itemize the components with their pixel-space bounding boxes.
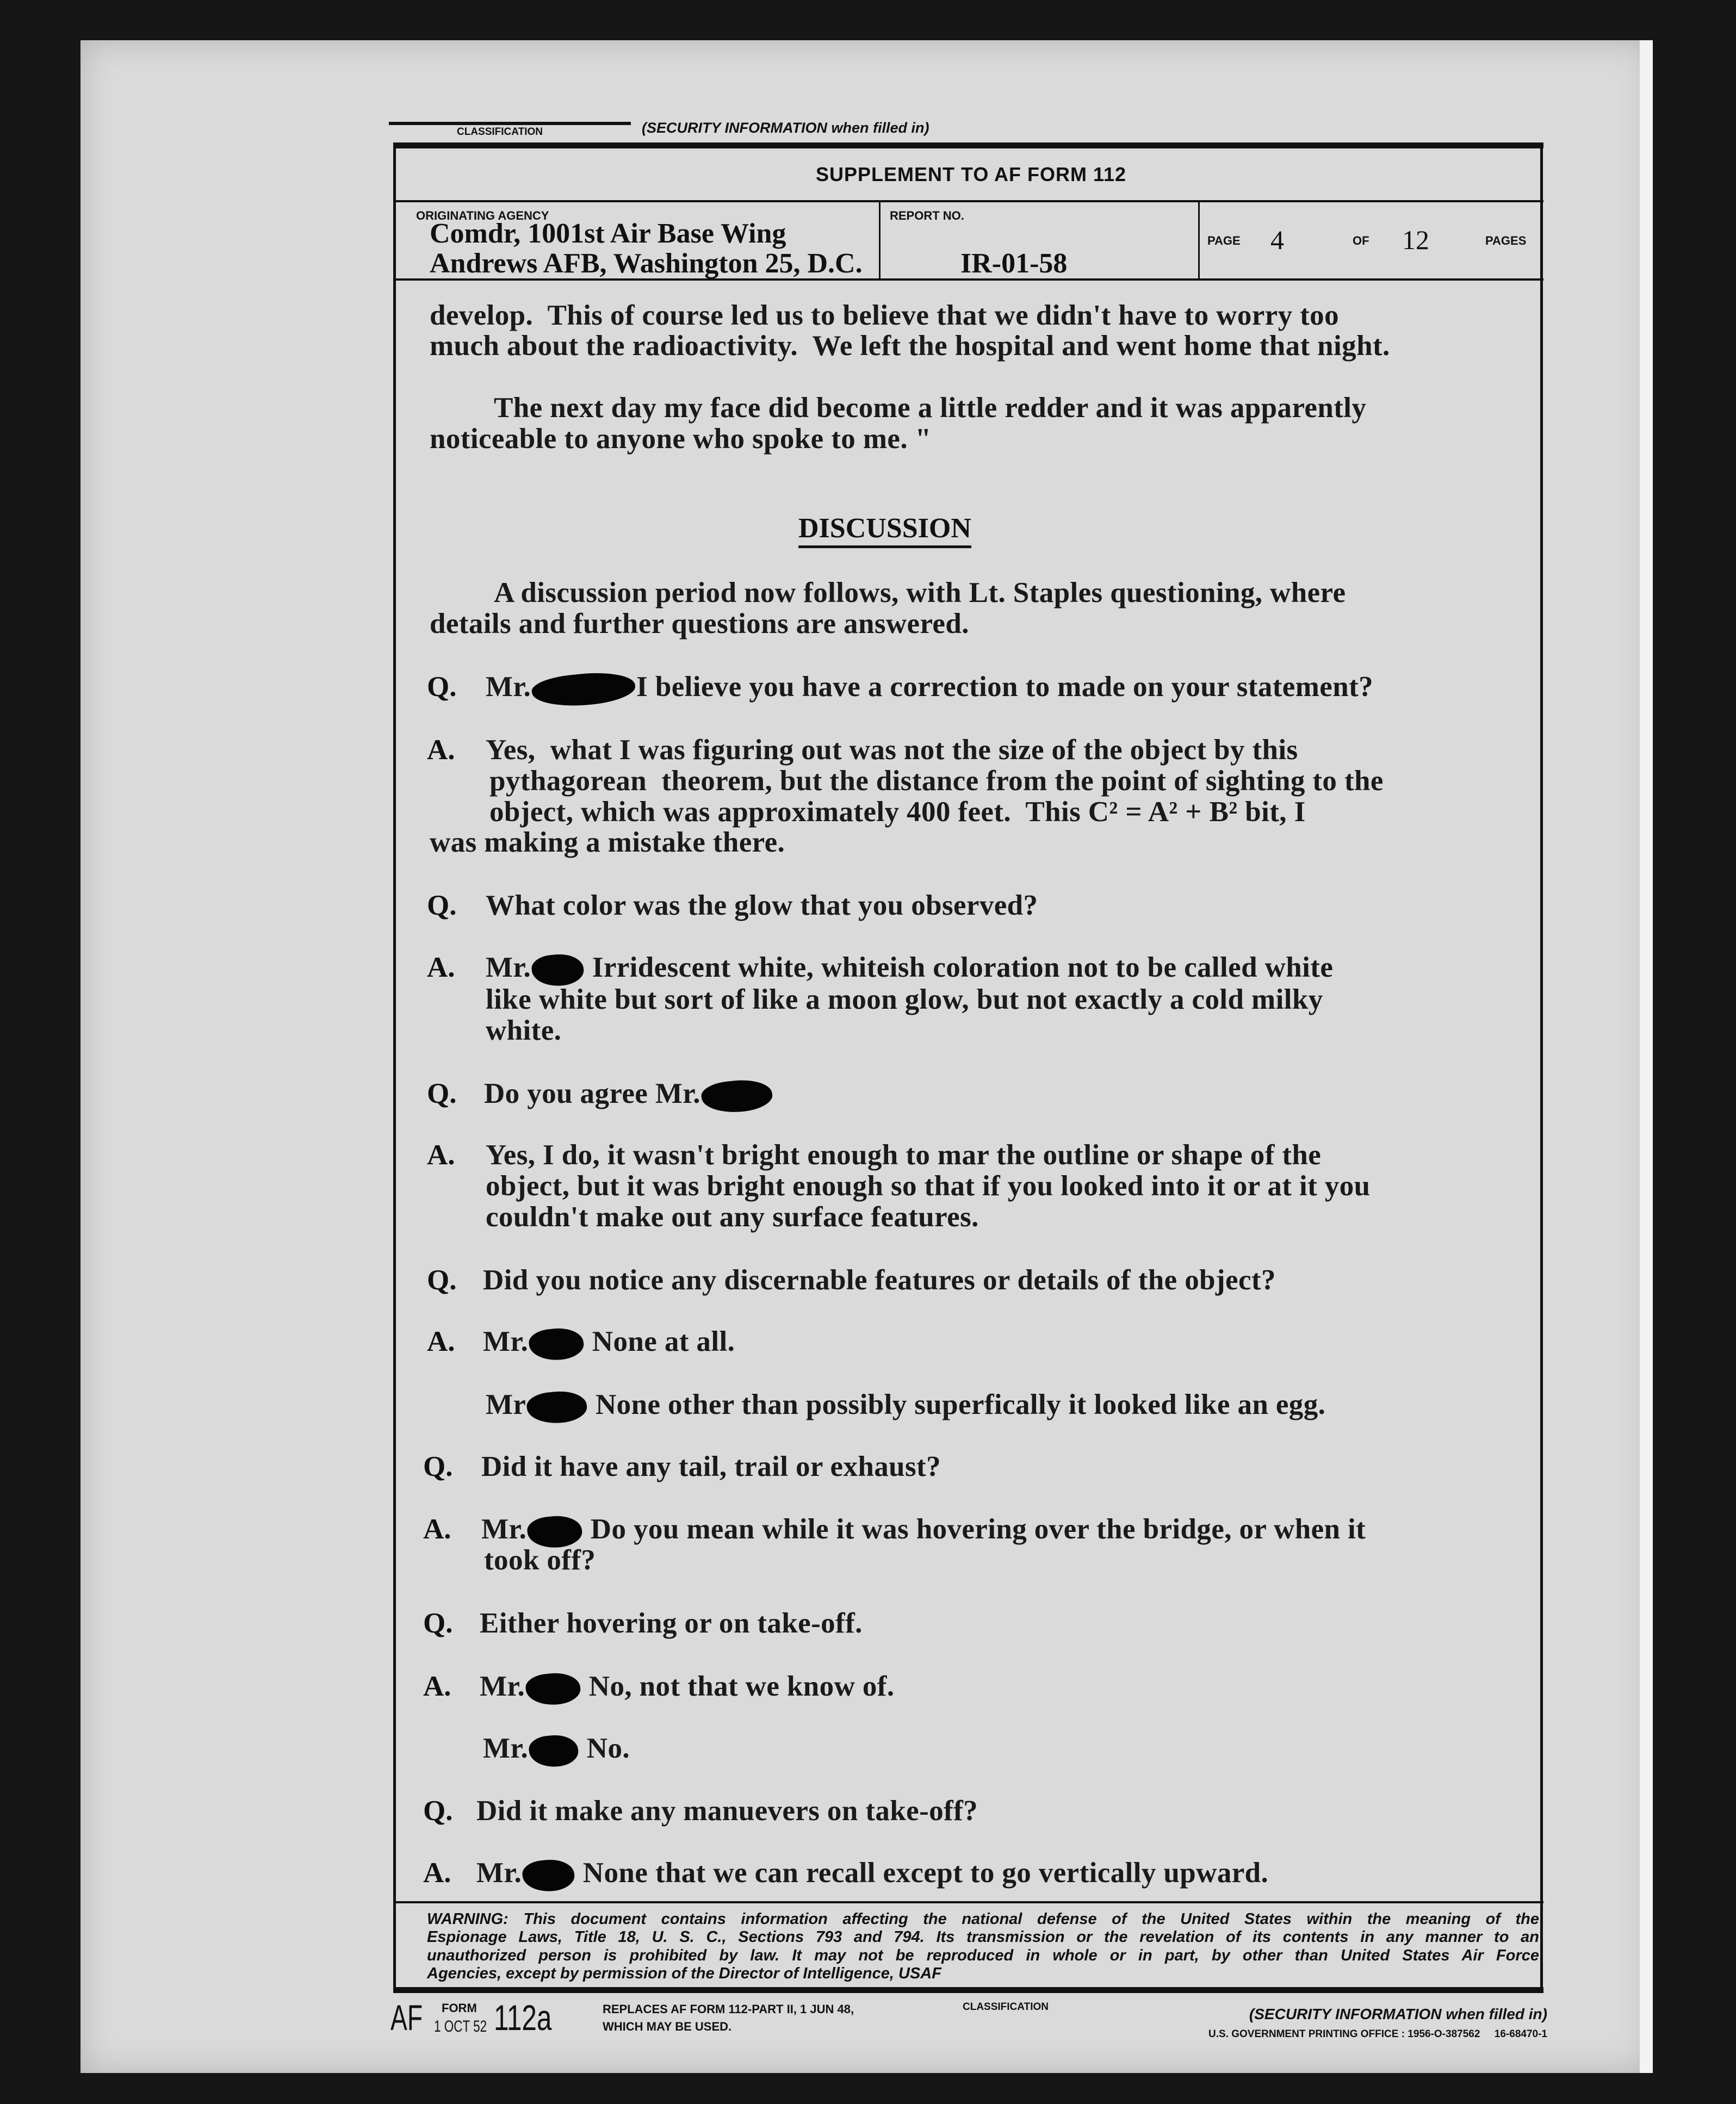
text-segment: Mr.: [480, 1671, 525, 1702]
body-line: [486, 951, 1333, 984]
redaction-mark: [521, 1857, 576, 1894]
body-line: [486, 671, 1373, 703]
form-title: SUPPLEMENT TO AF FORM 112: [816, 163, 1127, 185]
footer-security-note: (SECURITY INFORMATION when filled in): [1249, 2006, 1547, 2022]
text-segment: No.: [579, 1733, 630, 1764]
redaction-mark: [524, 1671, 582, 1708]
originating-agency-label: ORIGINATING AGENCY: [416, 209, 549, 222]
body-line: [480, 1607, 863, 1640]
body-line: [489, 765, 1384, 797]
agency-line-2: Andrews AFB, Washington 25, D.C.: [430, 248, 863, 279]
page-edge: [1640, 40, 1653, 2073]
text-segment: No, not that we know of.: [581, 1671, 895, 1702]
footer-replaces-1: REPLACES AF FORM 112-PART II, 1 JUN 48,: [603, 2002, 854, 2016]
text-segment: develop. This of course led us to believe that we didn't have to worry too: [430, 300, 1339, 331]
text-segment: details and further questions are answered.: [430, 608, 969, 640]
footer-form-date: 1 OCT 52: [434, 2018, 487, 2035]
text-segment: Did it have any tail, trail or exhaust?: [481, 1451, 941, 1482]
question-label: Q.: [427, 1078, 457, 1109]
pages-label: PAGES: [1485, 234, 1527, 247]
footer-replaces-2: WHICH MAY BE USED.: [603, 2020, 732, 2033]
warning-line-2: Espionage Laws, Title 18, U. S. C., Sections 793 and 794. Its transmission or the revelation of its contents in any manner to an: [427, 1928, 1539, 1946]
warning-line-1: WARNING: This document contains information affecting the national defense of the United States within the meaning of the: [427, 1910, 1539, 1928]
text-segment: object, which was approximately 400 feet. This C² = A² + B² bit, I: [489, 796, 1306, 828]
classification-line: [389, 122, 631, 125]
body-line: [486, 889, 1038, 922]
text-segment: The next day my face did become a little redder and it was apparently: [494, 392, 1367, 424]
body-line: [476, 1857, 1268, 1889]
text-segment: Mr.: [486, 952, 531, 983]
text-segment: was making a mistake there.: [430, 827, 785, 858]
form-border-right: [1540, 142, 1543, 1993]
body-line: [430, 423, 931, 455]
question-label: Q.: [427, 1264, 457, 1296]
text-segment: noticeable to anyone who spoke to me. ": [430, 423, 932, 455]
footer-form-label: FORM: [442, 2001, 477, 2015]
text-segment: What color was the glow that you observed?: [486, 890, 1038, 921]
question-label: Q.: [423, 1795, 453, 1827]
warning-line-4: Agencies, except by permission of the Director of Intelligence, USAF: [427, 1965, 941, 1982]
header-divider-top: [393, 200, 1543, 202]
page-label: PAGE: [1207, 234, 1241, 247]
answer-label: A.: [427, 1139, 455, 1171]
text-segment: Mr.: [483, 1326, 529, 1357]
warning-line-3: unauthorized person is prohibited by law. It may not be reproduced in whole or in part, by other than United States Air Force: [427, 1947, 1539, 1964]
form-border-left: [393, 142, 396, 1993]
body-line: [486, 1170, 1371, 1202]
text-segment: like white but sort of like a moon glow, but not exactly a cold milky: [486, 984, 1323, 1015]
total-pages: 12: [1402, 225, 1429, 255]
text-segment: Yes, what I was figuring out was not the size of the object by this: [486, 734, 1298, 766]
body-line: [486, 1201, 979, 1233]
text-segment: object, but it was bright enough so that if you looked into it or at it you: [486, 1170, 1371, 1202]
warning-divider: [393, 1901, 1543, 1903]
text-segment: white.: [486, 1015, 562, 1046]
redaction-mark: [526, 1388, 588, 1426]
classification-label: CLASSIFICATION: [457, 126, 543, 138]
text-segment: Irridescent white, whiteish coloration not to be called white: [585, 952, 1334, 983]
security-note: (SECURITY INFORMATION when filled in): [642, 120, 929, 136]
answer-label: A.: [423, 1513, 451, 1545]
form-border-top: [393, 142, 1543, 148]
body-line: [494, 392, 1366, 424]
body-line: [481, 1450, 941, 1483]
text-segment: Mr.: [481, 1513, 527, 1545]
footer-af: AF: [390, 1997, 423, 2038]
redaction-mark: [528, 1326, 585, 1363]
body-line: [494, 576, 1346, 609]
text-segment: couldn't make out any surface features.: [486, 1201, 979, 1233]
footer-printing-office: U.S. GOVERNMENT PRINTING OFFICE : 1956-O-387562 16-68470-1: [1208, 2028, 1547, 2040]
text-segment: Did you notice any discernable features or details of the object?: [483, 1264, 1276, 1296]
body-line: [486, 1014, 561, 1047]
text-segment: Do you mean while it was hovering over the bridge, or when it: [583, 1513, 1366, 1545]
agency-line-1: Comdr, 1001st Air Base Wing: [430, 218, 786, 249]
text-segment: None that we can recall except to go vertically upward.: [575, 1857, 1269, 1889]
text-segment: Mr.: [486, 671, 531, 703]
text-segment: None at all.: [585, 1326, 735, 1357]
answer-label: A.: [423, 1671, 451, 1702]
footer-form-number: 112a: [494, 1997, 552, 2038]
body-line: [483, 1325, 735, 1358]
text-segment: Either hovering or on take-off.: [480, 1608, 863, 1639]
question-label: Q.: [423, 1451, 453, 1482]
redaction-mark: [700, 1077, 773, 1115]
report-no: IR-01-58: [960, 248, 1068, 279]
body-line: [486, 1388, 1325, 1421]
body-line: [483, 1732, 630, 1765]
report-no-label: REPORT NO.: [890, 209, 964, 222]
question-label: Q.: [427, 671, 457, 703]
question-label: Q.: [427, 890, 457, 921]
body-line: [430, 330, 1390, 362]
body-line: [484, 1544, 596, 1577]
body-line: [430, 826, 785, 859]
question-label: Q.: [423, 1608, 453, 1639]
body-line: [484, 1077, 773, 1110]
text-segment: much about the radioactivity. We left the hospital and went home that night.: [430, 330, 1390, 362]
text-segment: Mr.: [476, 1857, 522, 1889]
text-segment: took off?: [484, 1544, 596, 1576]
text-segment: A discussion period now follows, with Lt. Staples questioning, where: [494, 577, 1346, 609]
body-line: [486, 983, 1323, 1016]
text-segment: Yes, I do, it wasn't bright enough to mar the outline or shape of the: [486, 1139, 1322, 1171]
text-segment: None other than possibly superfically it looked like an egg.: [588, 1389, 1326, 1420]
body-line: [480, 1670, 895, 1703]
page-number: 4: [1270, 225, 1284, 255]
text-segment: I believe you have a correction to made on your statement?: [636, 671, 1374, 703]
answer-label: A.: [423, 1857, 451, 1889]
redaction-mark: [528, 1733, 580, 1769]
discussion-heading: DISCUSSION: [798, 512, 971, 548]
form-border-bottom: [393, 1987, 1543, 1993]
body-line: [430, 607, 969, 640]
answer-label: A.: [427, 1326, 455, 1357]
text-segment: Mr: [486, 1389, 526, 1420]
body-line: [489, 796, 1306, 828]
body-line: [486, 734, 1298, 766]
text-segment: Mr.: [483, 1733, 529, 1764]
text-segment: Did it make any manuevers on take-off?: [476, 1795, 978, 1827]
header-divider-report: [879, 201, 881, 279]
body-line: [486, 1139, 1321, 1171]
answer-label: A.: [427, 734, 455, 766]
header-divider-page: [1198, 201, 1200, 279]
text-segment: pythagorean theorem, but the distance from the point of sighting to the: [489, 765, 1384, 797]
of-label: OF: [1353, 234, 1369, 247]
body-line: [481, 1513, 1366, 1546]
answer-label: A.: [427, 952, 455, 983]
text-segment: Do you agree Mr.: [484, 1078, 700, 1109]
footer-classification-label: CLASSIFICATION: [963, 2001, 1049, 2013]
body-line: [430, 299, 1339, 332]
body-line: [476, 1795, 978, 1827]
body-line: [483, 1264, 1276, 1296]
